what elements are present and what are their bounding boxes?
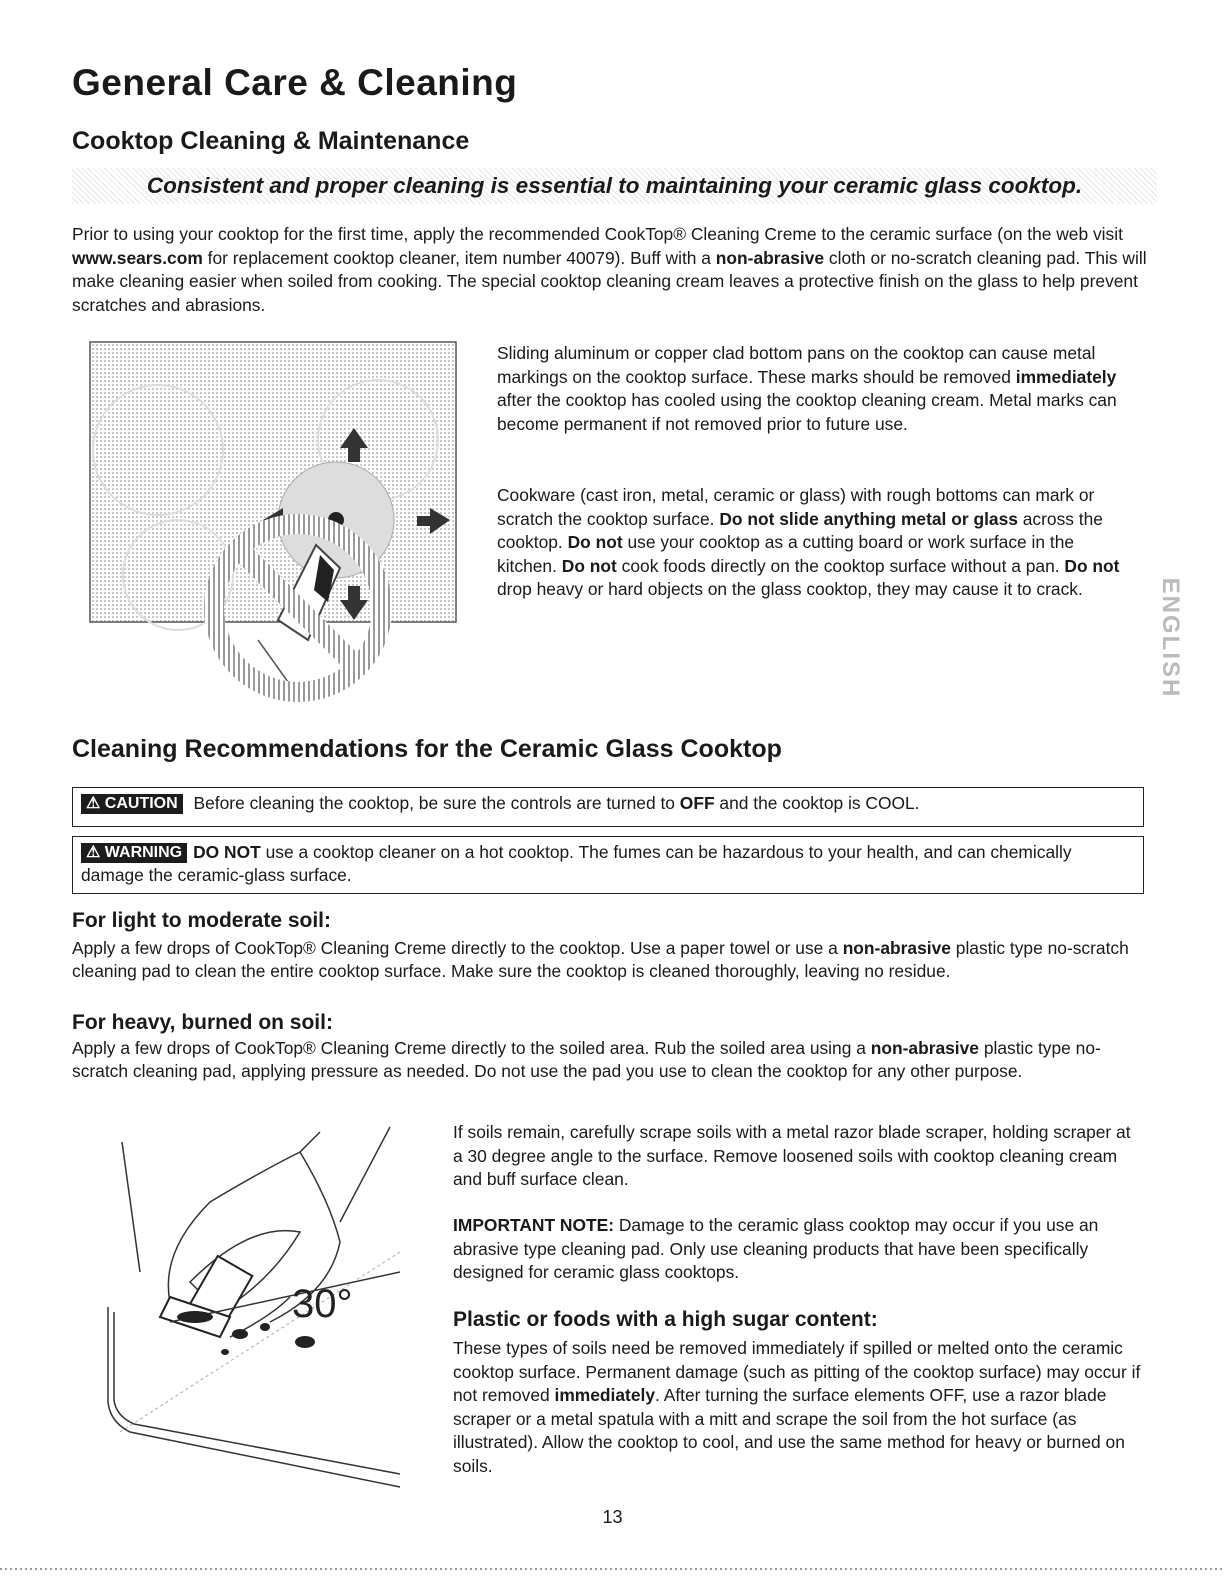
heavy-soil-heading: For heavy, burned on soil: [72, 1011, 333, 1034]
page-title: General Care & Cleaning [72, 62, 518, 103]
no-sliding-illustration [88, 340, 468, 720]
page-number: 13 [602, 1507, 623, 1527]
caution-badge: ⚠ CAUTION [81, 794, 183, 814]
cooktop-section-heading: Cooktop Cleaning & Maintenance [72, 127, 470, 155]
light-soil-heading: For light to moderate soil: [72, 909, 332, 932]
caution-notice: ⚠ CAUTION Before cleaning the cooktop, be sure the controls are turned to OFF and the cooktop is COOL. [72, 787, 1144, 827]
scraper-illustration [100, 1112, 410, 1492]
sugar-heading: Plastic or foods with a high sugar content: [453, 1308, 878, 1331]
intro-paragraph: Prior to using your cooktop for the first time, apply the recommended CookTop® Cleaning Creme to the ceramic surface (on the web visit www.sears.com for replacement cooktop cleaner, item number 40079). Buff with a non-abrasive cloth or no-scratch cleaning pad. This will make cleaning easier when soiled from cooking. The special cooktop cleaning cream leaves a protective finish on the glass to help prevent scratches and abrasions. [72, 224, 1147, 315]
warning-badge: ⚠ WARNING [81, 843, 187, 863]
heavy-soil-paragraph: Apply a few drops of CookTop® Cleaning Creme directly to the soiled area. Rub the soiled area using a non-abrasive plastic type no-scratch cleaning pad, applying pressure as needed. Do not use the pad you use to clean the cooktop for any other purpose. [72, 1038, 1101, 1081]
bottom-divider [0, 1568, 1225, 1570]
tagline-banner: Consistent and proper cleaning is essential to maintaining your ceramic glass cooktop. [72, 168, 1157, 204]
sliding-pans-paragraph: Sliding aluminum or copper clad bottom pans on the cooktop can cause metal markings on the cooktop surface. These marks should be removed immediately after the cooktop has cooled using the cooktop cleaning cream. Metal marks can become permanent if not removed prior to future use. [497, 343, 1117, 434]
language-side-tab: ENGLISH [1157, 577, 1184, 699]
light-soil-paragraph: Apply a few drops of CookTop® Cleaning Creme directly to the cooktop. Use a paper towel or use a non-abrasive plastic type no-scratch cleaning pad to clean the entire cooktop surface. Make sure the cooktop is cleaned thoroughly, leaving no residue. [72, 938, 1129, 981]
scrape-paragraph: If soils remain, carefully scrape soils with a metal razor blade scraper, holding scraper at a 30 degree angle to the surface. Remove loosened soils with cooktop cleaning cream and buff surface clean. [453, 1122, 1131, 1189]
cookware-paragraph: Cookware (cast iron, metal, ceramic or glass) with rough bottoms can mark or scratch the cooktop surface. Do not slide anything metal or glass across the cooktop. Do not use your cooktop as a cutting board or work surface in the kitchen. Do not cook foods directly on the cooktop surface without a pan. Do not drop heavy or hard objects on the glass cooktop, they may cause it to crack. [497, 485, 1120, 599]
recommendations-heading: Cleaning Recommendations for the Ceramic Glass Cooktop [72, 735, 782, 763]
warning-notice: ⚠ WARNING DO NOT use a cooktop cleaner on a hot cooktop. The fumes can be hazardous to your health, and can chemically damage the ceramic-glass surface. [72, 836, 1144, 894]
important-note-paragraph: IMPORTANT NOTE: Damage to the ceramic glass cooktop may occur if you use an abrasive type cleaning pad. Only use cleaning products that have been specifically designed for ceramic glass cooktops. [453, 1215, 1099, 1282]
angle-label: 30° [292, 1282, 353, 1326]
sugar-paragraph: These types of soils need be removed immediately if spilled or melted onto the ceramic cooktop surface. Permanent damage (such as pitting of the cooktop surface) may occur if not removed immediately. After turning the surface elements OFF, use a razor blade scraper or a metal spatula with a mitt and scrape the soil from the hot surface (as illustrated). Allow the cooktop to cool, and use the same method for heavy or burned on soils. [453, 1338, 1141, 1476]
